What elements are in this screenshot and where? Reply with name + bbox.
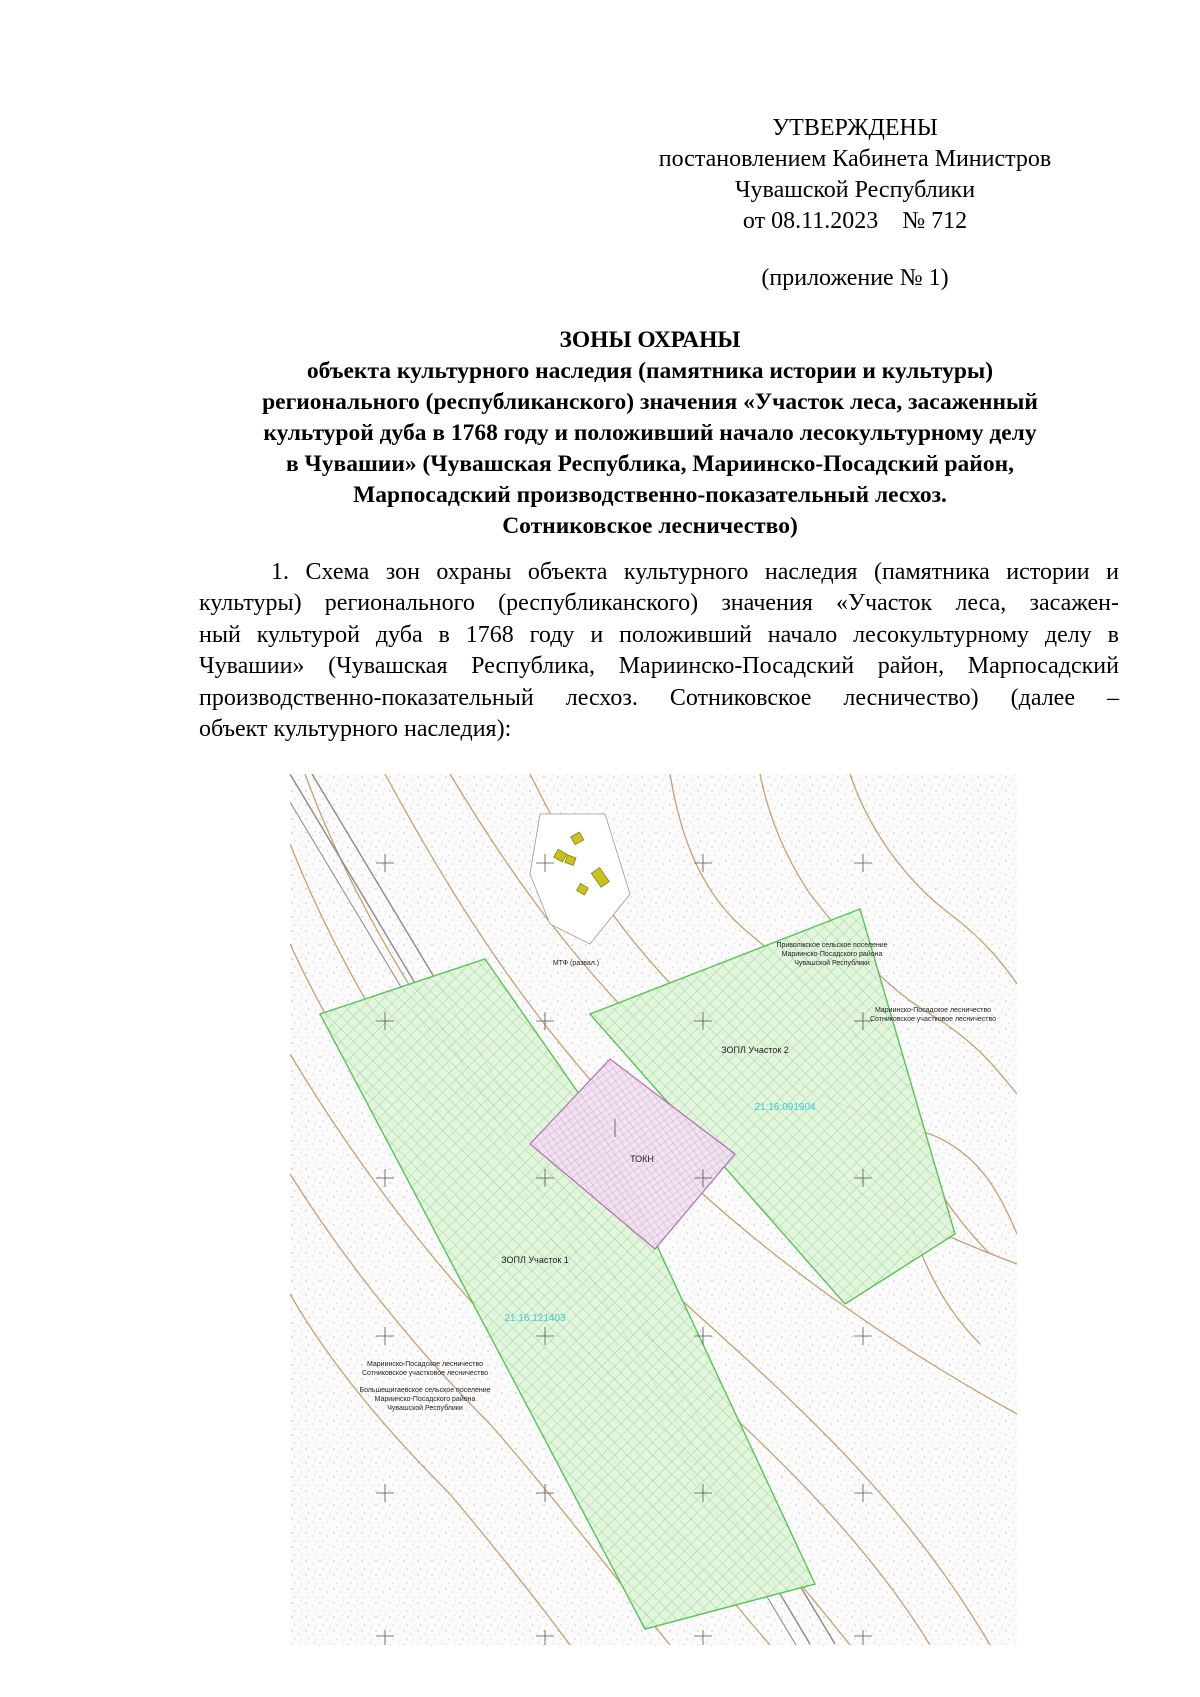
bolsheshig-settlement-label: Большешигаевское сельское поселение [359, 1387, 491, 1394]
protection-zones-map [290, 774, 1017, 1645]
paragraph-line: культуры) регионального (республиканского) значения «Участок леса, засажен- [199, 590, 1119, 617]
heading-line: культурой дуба в 1768 году и положивший начало лесокультурному делу [263, 420, 1037, 446]
bolsheshig-settlement-label: Мариинско-Посадского района [374, 1396, 476, 1403]
heading-line: объекта культурного наследия (памятника истории и культуры) [306, 358, 994, 384]
approval-date-number: от 08.11.2023 № 712 [742, 208, 968, 234]
forestry-sw-label: Сотниковское участковое лесничество [361, 1370, 489, 1377]
heading-line: Марпосадский производственно-показательный лесхоз. [353, 482, 947, 508]
forestry-ne-label: Сотниковское участковое лесничество [869, 1016, 997, 1023]
forestry-ne-label: Мариинско-Посадское лесничество [874, 1007, 992, 1014]
cadastral-number-1: 21:16:121403 [504, 1313, 566, 1324]
heading-line: регионального (республиканского) значения «Участок леса, засаженный [262, 389, 1038, 415]
bolsheshig-settlement-label: Чувашской Республики [387, 1405, 463, 1412]
approval-block [620, 113, 1090, 237]
paragraph-line: производственно-показательный лесхоз. Сотниковское лесничество) (далее – [199, 684, 1119, 711]
heading-line: в Чувашии» (Чувашская Республика, Мариинско-Посадский район, [285, 451, 1015, 477]
privolzh-settlement-label: Чувашской Республики [794, 960, 870, 967]
privolzh-settlement-label: Приволжское сельское поселение [776, 942, 888, 949]
forestry-sw-label: Мариинско-Посадское лесничество [366, 1361, 484, 1368]
paragraph-line: 1. Схема зон охраны объекта культурного наследия (памятника истории и [271, 559, 1119, 585]
approval-issuer: постановлением Кабинета Министров [658, 146, 1052, 172]
tokn-label: ТОКН [630, 1154, 654, 1164]
heading-line: Сотниковское лесничество) [502, 513, 798, 539]
approval-government: Чувашской Республики [734, 177, 976, 203]
paragraph-line: объект культурного наследия): [199, 716, 512, 743]
cadastral-number-2: 21:16:091904 [754, 1102, 816, 1113]
farm-label: МТФ (развал.) [552, 960, 600, 967]
document-heading [180, 325, 1120, 542]
paragraph-line: Чувашии» (Чувашская Республика, Мариинско-Посадский район, Марпосадский [199, 653, 1119, 680]
map-svg [290, 774, 1017, 1645]
approval-title: УТВЕРЖДЕНЫ [772, 115, 938, 141]
appendix-note: (приложение № 1) [761, 265, 949, 291]
zone-1-label: ЗОПЛ Участок 1 [501, 1255, 569, 1265]
privolzh-settlement-label: Мариинско-Посадского района [781, 951, 883, 958]
heading-line: ЗОНЫ ОХРАНЫ [559, 327, 741, 353]
paragraph-1 [199, 557, 1119, 745]
paragraph-line: ный культурой дуба в 1768 году и положивший начало лесокультурному делу в [199, 621, 1119, 648]
zone-2-label: ЗОПЛ Участок 2 [721, 1045, 789, 1055]
